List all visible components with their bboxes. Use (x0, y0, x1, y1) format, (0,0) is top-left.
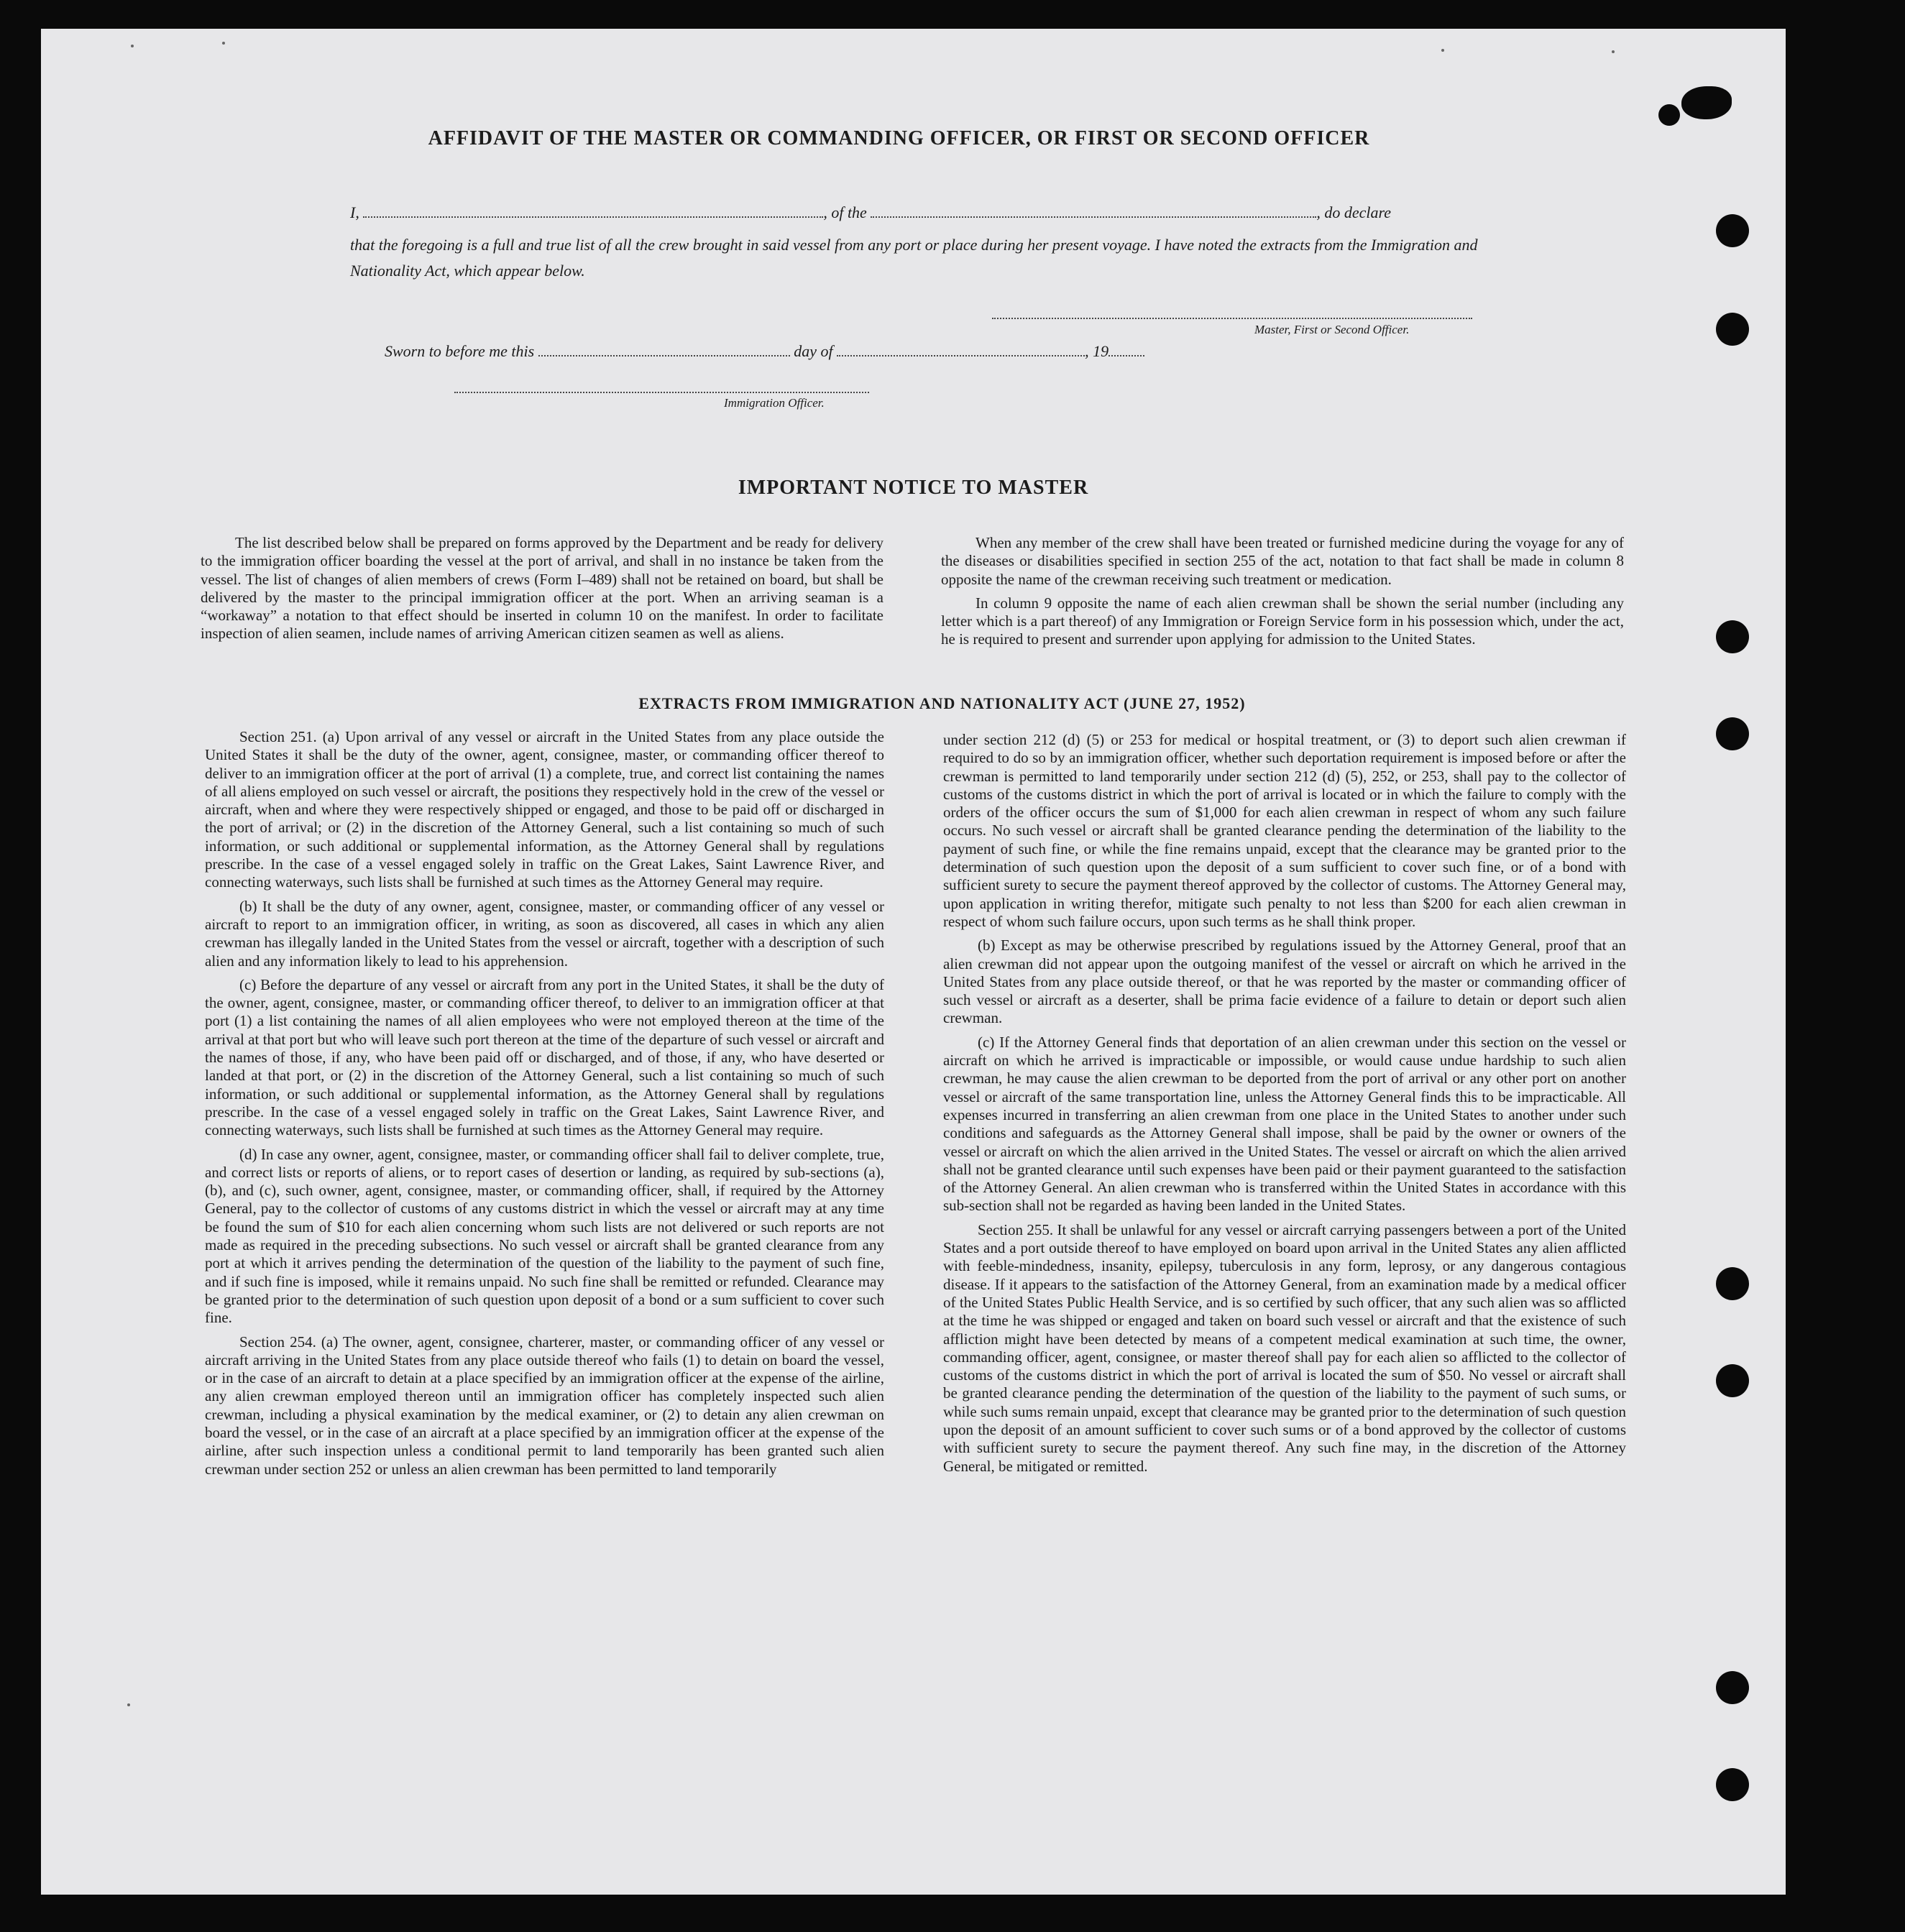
notice-left-column (201, 534, 883, 649)
punch-hole (1716, 313, 1749, 346)
punch-hole (1716, 1671, 1749, 1704)
declaration-text: that the foregoing is a full and true list of all the crew brought in said vessel from any port or place during her present voyage. I have noted the extracts from the Immigration and Nationality Act, which appear below. (350, 236, 1478, 280)
punch-hole (1716, 1364, 1749, 1397)
immigration-officer-label: Immigration Officer. (724, 396, 825, 410)
sworn-prefix-label: Sworn to before me this (385, 342, 535, 360)
notice-paragraph: In column 9 opposite the name of each alien crewman shall be shown the serial number (including any letter which is a part thereof) of any Immigration or Foreign Service form in his possession which, under the act, he is required to present and surrender upon applying for admission to the United States. (941, 594, 1624, 648)
ink-blot (1681, 86, 1732, 119)
extracts-left-column (205, 728, 884, 1484)
notice-paragraph: The list described below shall be prepared on forms approved by the Department and be ready for delivery to the immigration officer boarding the vessel at the port of arrival, and shall in no instance be taken from the vessel. The list of changes of alien members of crews (Form I–489) shall not be retained on board, but shall be delivered by the master to the principal immigration officer at the port. When an arriving seaman is a “workaway” a notation to that effect should be inserted in column 10 on the manifest. In order to facilitate inspection of alien seamen, include names of arriving American citizen seamen as well as aliens. (201, 534, 883, 643)
declare-i-label: I, (350, 203, 359, 221)
sworn-month-field[interactable] (837, 345, 1085, 356)
sworn-line (385, 342, 1144, 361)
scan-speck (1612, 50, 1615, 53)
notice-title: IMPORTANT NOTICE TO MASTER (738, 477, 1089, 499)
immigration-officer-signature-field[interactable] (454, 392, 869, 393)
act-paragraph: Section 254. (a) The owner, agent, consignee, charterer, master, or commanding officer of any vessel or aircraft arriving in the United States from any place outside thereof who fails (1) to detain on board the vessel, or in the case of an aircraft to detain at a place specified by an immigration officer at the expense of the airline, any alien crewman employed thereon until an immigration officer has completely inspected such alien crewman, including a physical examination by the medical examiner, or (2) to detain any alien crewman on board the vessel, or in the case of an aircraft at a place specified by an immigration officer at the expense of the airline, after such inspection unless a conditional permit to land temporarily has been granted such alien crewman under section 252 or unless an alien crewman has been permitted to land temporarily (205, 1333, 884, 1478)
affidavit-title: AFFIDAVIT OF THE MASTER OR COMMANDING OFFICER, OR FIRST OR SECOND OFFICER (428, 127, 1370, 150)
extracts-right-column (943, 731, 1626, 1481)
vessel-name-field[interactable] (871, 206, 1316, 218)
act-paragraph: (b) Except as may be otherwise prescribed by regulations issued by the Attorney General, proof that an alien crewman did not appear upon the outgoing manifest of the vessel or aircraft on which he arrived in the United States from any place outside thereof, or that he was reported by the master or commanding officer of such vessel or aircraft as a deserter, shall be prima facie evidence of a failure to detain or deport such alien crewman. (943, 937, 1626, 1027)
sworn-year-label: , 19 (1085, 342, 1109, 360)
notice-paragraph: When any member of the crew shall have been treated or furnished medicine during the voyage for any of the diseases or disabilities specified in section 255 of the act, notation to that fact shall be made in column 8 opposite the name of the crewman receiving such treatment or medication. (941, 534, 1624, 588)
act-paragraph: (c) Before the departure of any vessel or aircraft from any port in the United States, it shall be the duty of the owner, agent, consignee, master, or commanding officer thereof, to deliver to an immigration officer at that port (1) a list containing the names of all alien employees who were not employed thereon at the time of the arrival at that port but who will leave such port thereon at the time of the departure of such vessel or aircraft and the names of those, if any, who have been paid off or discharged, and of those, if any, who have deserted or landed at that port, or (2) in the discretion of the Attorney General, such a list containing so much of such information, or such additional or supplemental information, as the Attorney General shall by regulations prescribe. In the case of a vessel engaged solely in traffic on the Great Lakes, Saint Lawrence River, and connecting waterways, such lists shall be furnished at such times as the Attorney General may require. (205, 975, 884, 1139)
punch-hole (1716, 1768, 1749, 1801)
master-signature-label: Master, First or Second Officer. (1254, 323, 1410, 336)
declaration-line (350, 203, 1391, 222)
ink-blot (1658, 104, 1680, 126)
sworn-day-field[interactable] (538, 345, 790, 356)
act-paragraph: (d) In case any owner, agent, consignee, master, or commanding officer shall fail to deliver complete, true, and correct lists or reports of aliens, or to report cases of desertion or landing, as required by sub-sections (a), (b), and (c), such owner, agent, consignee, master, or commanding officer, shall, if required by the Attorney General, pay to the collector of customs of any customs district in which the vessel or aircraft may at any time be found the sum of $10 for each alien concerning whom such lists are not delivered or such reports are not made as required in the preceding subsections. No such vessel or aircraft shall be granted clearance from any port at which it arrives pending the determination of the question of the liability to the payment of such fine, and if such fine is imposed, while it remains unpaid. No such fine shall be remitted or refunded. Clearance may be granted prior to the determination of such question upon deposit of a bond or a sum sufficient to cover such fine. (205, 1145, 884, 1327)
punch-hole (1716, 214, 1749, 247)
document-page (41, 29, 1786, 1895)
punch-hole (1716, 1267, 1749, 1300)
act-paragraph: (c) If the Attorney General finds that deportation of an alien crewman under this section on the vessel or aircraft on which he arrived is impracticable or impossible, or would cause undue hardship to such alien crewman, he may cause the alien crewman to be deported from the port of arrival or any other port on another vessel or aircraft of the same transportation line, unless the Attorney General finds this to be impracticable. All expenses incurred in transferring an alien crewman from one place in the United States to another under such conditions and safeguards as the Attorney General shall impose, shall be paid by the owner or owners of the vessel or aircraft on which the alien arrived in the United States. The vessel or aircraft on which the alien arrived shall not be granted clearance until such expenses have been paid or their payment guaranteed to the satisfaction of the Attorney General. An alien crewman who is transferred within the United States in accordance with this sub-section shall not be regarded as having been landed in the United States. (943, 1033, 1626, 1215)
punch-hole (1716, 620, 1749, 653)
act-paragraph: Section 255. It shall be unlawful for any vessel or aircraft carrying passengers between a port of the United States and a port outside thereof to have employed on board upon arrival in the United States any alien afflicted with feeble-mindedness, insanity, epilepsy, tuberculosis in any form, leprosy, or any dangerous contagious disease. If it appears to the satisfaction of the Attorney General, from an examination made by a medical officer of the United States Public Health Service, and is so certified by such officer, that any such alien was so afflicted at the time he was shipped or engaged and taken on board such vessel or aircraft and that the existence of such affliction might have been detected by means of a competent medical examination at such time, the owner, commanding officer, agent, consignee, or master thereof shall pay for each alien so afflicted to the collector of customs of the customs district in which the port of arrival is located the sum of $50. No vessel or aircraft shall be granted clearance pending the determination of the question of the liability to the payment of such sums, or while such sums remain unpaid, except that clearance may be granted prior to the determination of such question upon the deposit of an amount sufficient to cover such sums or of a bond approved by the collector of customs with sufficient surety to secure the payment thereof. Any such fine may, in the discretion of the Attorney General, be mitigated or remitted. (943, 1220, 1626, 1475)
scan-speck (222, 42, 225, 45)
declare-of-the-label: , of the (823, 203, 867, 221)
notice-right-column (941, 534, 1624, 655)
scan-speck (131, 45, 134, 47)
sworn-day-of-label: day of (794, 342, 833, 360)
master-signature-field[interactable] (992, 318, 1472, 319)
act-paragraph: Section 251. (a) Upon arrival of any vessel or aircraft in the United States from any place outside the United States it shall be the duty of the owner, agent, consignee, master, or commanding officer thereof to deliver to an immigration officer at the port of arrival (1) a complete, true, and correct list containing the names of all aliens employed on such vessel or aircraft, the positions they respectively hold in the crew of the vessel or aircraft, when and where they were respectively shipped or engaged, and those to be paid off or discharged in the port of arrival; or (2) in the discretion of the Attorney General, such a list containing so much of such information, or such additional or supplemental information, as the Attorney General shall by regulations prescribe. In the case of a vessel engaged solely in traffic on the Great Lakes, Saint Lawrence River, and connecting waterways, such lists shall be furnished at such times as the Attorney General may require. (205, 728, 884, 891)
act-paragraph: (b) It shall be the duty of any owner, agent, consignee, master, or commanding officer of any vessel or aircraft to report to an immigration officer, in writing, as soon as discovered, all cases in which any alien crewman has illegally landed in the United States from the vessel or aircraft, together with a description of such alien and any information likely to lead to his apprehension. (205, 897, 884, 970)
scan-speck (1441, 49, 1444, 52)
extracts-title: EXTRACTS FROM IMMIGRATION AND NATIONALITY ACT (JUNE 27, 1952) (638, 694, 1246, 712)
punch-hole (1716, 717, 1749, 750)
act-paragraph: under section 212 (d) (5) or 253 for medical or hospital treatment, or (3) to deport such alien crewman if required to do so by an immigration officer, whether such deportation requirement is imposed before or after the crewman is permitted to land temporarily under section 212 (d) (5), 252, or 253, shall pay to the collector of customs of the customs district in which the port of arrival is located or in which the failure to comply with the orders of the officer occurs the sum of $1,000 for each alien crewman in respect of whom any such failure occurs. No such vessel or aircraft shall be granted clearance pending the determination of the liability to the payment of such fine, or while the fine remains unpaid, except that the clearance may be granted prior to the determination of such question upon the deposit of a sum sufficient to cover such fine, or of a bond with sufficient surety to secure the payment thereof approved by the collector of customs. The Attorney General may, upon application in writing therefor, mitigate such penalty to not less than $200 for each alien crewman in respect of whom such failure occurs, upon such terms as he shall think proper. (943, 731, 1626, 930)
sworn-year-field[interactable] (1108, 345, 1144, 356)
scan-speck (127, 1703, 130, 1706)
declarant-name-field[interactable] (363, 206, 823, 218)
declare-do-declare-label: , do declare (1316, 203, 1391, 221)
